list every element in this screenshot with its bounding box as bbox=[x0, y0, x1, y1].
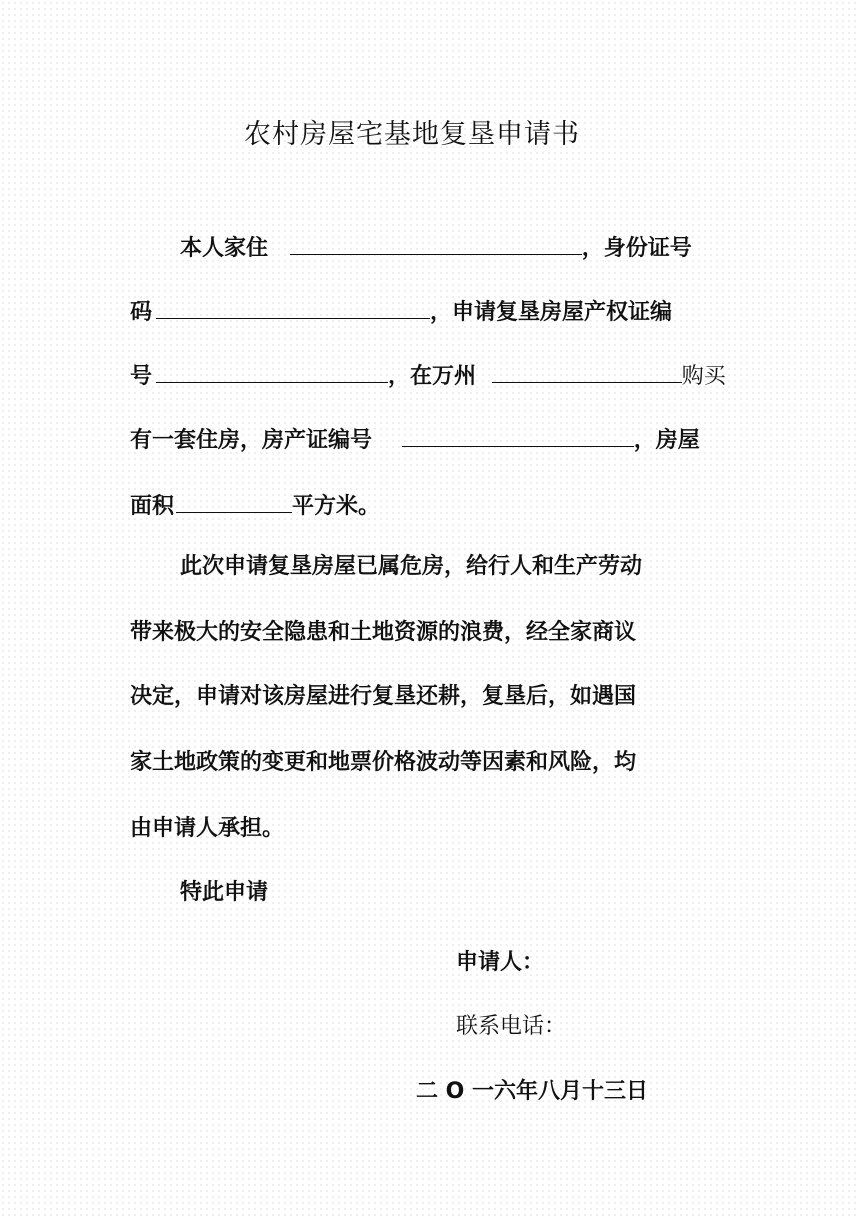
text-segment: 购买 bbox=[681, 364, 726, 389]
para2-line3: 决定，申请对该房屋进行复垦还耕，复垦后，如遇国 bbox=[130, 684, 637, 709]
para1-line5 bbox=[130, 486, 730, 520]
phone-label: 联系电话： bbox=[456, 1014, 567, 1039]
property-cert-blank[interactable] bbox=[156, 356, 388, 383]
text-segment: 码 bbox=[130, 300, 153, 325]
purchase-location-blank[interactable] bbox=[492, 356, 682, 383]
closing-text: 特此申请 bbox=[180, 880, 269, 905]
house-cert-blank[interactable] bbox=[402, 420, 634, 447]
para1-line4 bbox=[130, 420, 730, 454]
para1-line3 bbox=[130, 356, 730, 390]
para2-line1: 此次申请复垦房屋已属危房，给行人和生产劳动 bbox=[180, 554, 643, 579]
text-segment: 号 bbox=[130, 364, 153, 389]
text-segment: 面积 bbox=[130, 494, 175, 519]
date-text: 二 O 一六年八月十三日 bbox=[416, 1079, 649, 1104]
para2-line4: 家土地政策的变更和地票价格波动等因素和风险，均 bbox=[130, 750, 637, 775]
applicant-label: 申请人： bbox=[456, 950, 545, 975]
id-number-blank[interactable] bbox=[156, 292, 430, 319]
para1-line2 bbox=[130, 292, 730, 326]
area-blank[interactable] bbox=[176, 486, 292, 513]
document-title: 农村房屋宅基地复垦申请书 bbox=[244, 119, 580, 150]
text-segment: 本人家住 bbox=[180, 236, 269, 261]
para1-line1 bbox=[180, 228, 780, 262]
address-blank[interactable] bbox=[290, 228, 582, 255]
text-segment: ，在万州 bbox=[388, 364, 477, 389]
text-segment: 平方米。 bbox=[292, 494, 381, 519]
para2-line2: 带来极大的安全隐患和土地资源的浪费，经全家商议 bbox=[130, 620, 637, 645]
para2-line5: 由申请人承担。 bbox=[130, 816, 285, 841]
text-segment: ，房屋 bbox=[633, 428, 700, 453]
text-segment: 有一套住房，房产证编号 bbox=[130, 428, 373, 453]
text-segment: ，身份证号 bbox=[581, 236, 692, 261]
text-segment: ，申请复垦房屋产权证编 bbox=[430, 300, 673, 325]
